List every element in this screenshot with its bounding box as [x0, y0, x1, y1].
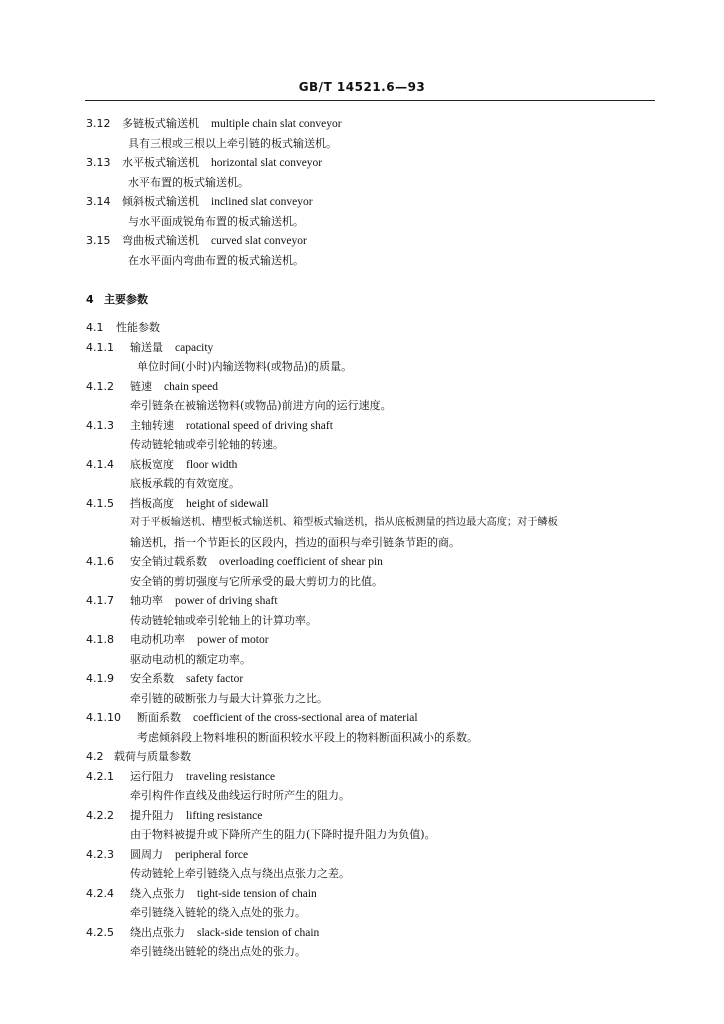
- term-chinese: 断面系数: [137, 711, 181, 724]
- definition-line: [0, 728, 724, 748]
- clause-number: 3.12: [86, 117, 111, 130]
- term-line: [0, 669, 724, 689]
- term-line: [0, 416, 724, 436]
- term-line: [0, 231, 724, 251]
- term-line: [0, 552, 724, 572]
- term-english: chain speed: [164, 380, 218, 393]
- term-english: power of motor: [197, 634, 269, 646]
- term-line: [0, 494, 724, 514]
- definition-line: [0, 689, 724, 709]
- term-line: [0, 455, 724, 475]
- term-chinese: 多链板式输送机: [122, 117, 199, 130]
- term-definition: 在水平面内弯曲布置的板式输送机。: [128, 253, 304, 267]
- term-english: horizontal slat conveyor: [211, 157, 323, 169]
- term-line: [0, 630, 724, 650]
- document-body: [0, 114, 724, 962]
- term-chinese: 运行阻力: [130, 769, 174, 783]
- page-header-code: GB/T 14521.6—93: [298, 80, 426, 94]
- clause-number: 4.2.1: [86, 769, 114, 783]
- term-line: [0, 591, 724, 611]
- spacer: [0, 309, 724, 318]
- term-english: curved slat conveyor: [211, 235, 307, 247]
- spacer: [0, 270, 724, 290]
- term-line: [0, 845, 724, 865]
- definition-line: [0, 942, 724, 962]
- term-line: [0, 377, 724, 397]
- term-english: tight-side tension of chain: [197, 887, 317, 900]
- term-line: [0, 767, 724, 787]
- term-definition: 传动链轮轴或牵引轮轴上的计算功率。: [130, 613, 317, 627]
- clause-number: 4.2.4: [86, 886, 114, 900]
- clause-number: 4.1.1: [86, 340, 114, 354]
- definition-line: [0, 396, 724, 416]
- definition-line: [0, 173, 724, 193]
- subsection-heading: [0, 318, 724, 338]
- term-english: coefficient of the cross-sectional area of material: [193, 712, 418, 724]
- term-english: traveling resistance: [186, 770, 276, 783]
- term-english: overloading coefficient of shear pin: [219, 556, 383, 568]
- definition-line: [0, 533, 724, 553]
- clause-number: 4.2.3: [86, 847, 114, 861]
- term-line: [0, 708, 724, 728]
- term-definition: 牵引链条在被输送物料(或物品)前进方向的运行速度。: [130, 399, 392, 412]
- term-chinese: 链速: [130, 379, 152, 393]
- term-chinese: 主轴转速: [130, 418, 174, 432]
- term-definition: 驱动电动机的额定功率。: [130, 652, 251, 666]
- term-definition: 考虑倾斜段上物料堆积的断面积较水平段上的物料断面积减小的系数。: [137, 730, 478, 744]
- definition-line: [0, 357, 724, 377]
- term-chinese: 圆周力: [130, 847, 163, 861]
- clause-number: 4.2.5: [86, 925, 114, 939]
- term-chinese: 安全销过载系数: [130, 555, 207, 568]
- term-line: [0, 192, 724, 212]
- term-definition: 单位时间(小时)内输送物料(或物品)的质量。: [137, 360, 353, 373]
- term-chinese: 水平板式输送机: [122, 156, 199, 169]
- term-line: [0, 114, 724, 134]
- section-number: 4.1: [86, 321, 104, 334]
- term-chinese: 安全系数: [130, 672, 174, 685]
- term-definition: 牵引链绕入链轮的绕入点处的张力。: [130, 906, 306, 919]
- subsection-heading: [0, 747, 724, 767]
- term-english: peripheral force: [175, 848, 249, 861]
- term-line: [0, 153, 724, 173]
- term-definition: 安全销的剪切强度与它所承受的最大剪切力的比值。: [130, 574, 383, 588]
- definition-line: [0, 572, 724, 592]
- section-number: 4: [86, 292, 94, 306]
- section-title: 主要参数: [104, 292, 148, 306]
- definition-line: [0, 611, 724, 631]
- term-english: lifting resistance: [186, 809, 263, 822]
- clause-number: 3.15: [86, 234, 111, 247]
- definition-line: [0, 513, 724, 533]
- term-definition: 牵引构件作直线及曲线运行时所产生的阻力。: [130, 789, 350, 802]
- term-chinese: 倾斜板式输送机: [122, 195, 199, 208]
- clause-number: 4.1.5: [86, 496, 114, 510]
- definition-line: [0, 825, 724, 845]
- term-definition: 传动链轮轴或牵引轮轴的转速。: [130, 438, 284, 451]
- term-chinese: 弯曲板式输送机: [122, 234, 199, 247]
- term-english: power of driving shaft: [175, 595, 278, 607]
- definition-line: [0, 435, 724, 455]
- term-definition: 与水平面成锐角布置的板式输送机。: [128, 214, 304, 228]
- term-english: height of sidewall: [186, 497, 269, 510]
- header-rule: [85, 100, 655, 101]
- term-english: rotational speed of driving shaft: [186, 419, 333, 432]
- clause-number: 4.2.2: [86, 808, 114, 822]
- definition-line: [0, 650, 724, 670]
- term-english: floor width: [186, 458, 238, 471]
- clause-number: 4.1.4: [86, 457, 114, 471]
- term-line: [0, 806, 724, 826]
- term-english: slack-side tension of chain: [197, 926, 320, 939]
- term-english: safety factor: [186, 673, 244, 685]
- term-english: inclined slat conveyor: [211, 196, 313, 208]
- definition-line: [0, 903, 724, 923]
- clause-number: 4.1.9: [86, 672, 114, 685]
- clause-number: 4.1.2: [86, 379, 114, 393]
- term-chinese: 绕出点张力: [130, 925, 185, 939]
- clause-number: 4.1.8: [86, 633, 114, 646]
- term-chinese: 电动机功率: [130, 633, 185, 646]
- definition-line: [0, 786, 724, 806]
- section-title: 性能参数: [116, 321, 160, 334]
- clause-number: 4.1.7: [86, 594, 114, 607]
- clause-number: 3.14: [86, 195, 111, 208]
- definition-line: [0, 474, 724, 494]
- term-definition: 由于物料被提升或下降所产生的阻力(下降时提升阻力为负值)。: [130, 828, 436, 841]
- section-heading: [0, 290, 724, 310]
- clause-number: 4.1.10: [86, 711, 121, 724]
- term-english: capacity: [175, 341, 214, 354]
- section-title: 载荷与质量参数: [114, 750, 191, 763]
- clause-number: 3.13: [86, 156, 111, 169]
- term-definition: 传动链轮上牵引链绕入点与绕出点张力之差。: [130, 867, 350, 880]
- term-definition: 牵引链绕出链轮的绕出点处的张力。: [130, 945, 306, 958]
- clause-number: 4.1.6: [86, 555, 114, 568]
- term-chinese: 绕入点张力: [130, 886, 185, 900]
- term-chinese: 提升阻力: [130, 808, 174, 822]
- term-chinese: 输送量: [130, 340, 163, 354]
- term-chinese: 挡板高度: [130, 496, 174, 510]
- clause-number: 4.1.3: [86, 418, 114, 432]
- term-chinese: 轴功率: [130, 594, 163, 607]
- term-line: [0, 884, 724, 904]
- term-english: multiple chain slat conveyor: [211, 118, 342, 130]
- definition-line: [0, 212, 724, 232]
- term-chinese: 底板宽度: [130, 457, 174, 471]
- term-definition: 水平布置的板式输送机。: [128, 175, 249, 189]
- definition-line: [0, 134, 724, 154]
- definition-line: [0, 864, 724, 884]
- term-definition: 对于平板输送机、槽型板式输送机、箱型板式输送机，指从底板测量的挡边最大高度；对于鳞板: [130, 517, 558, 528]
- section-number: 4.2: [86, 750, 104, 763]
- definition-line: [0, 251, 724, 271]
- term-definition-continued: 输送机，指一个节距长的区段内，挡边的面积与牵引链条节距的商。: [130, 535, 460, 549]
- term-line: [0, 338, 724, 358]
- term-definition: 牵引链的破断张力与最大计算张力之比。: [130, 691, 328, 705]
- term-line: [0, 923, 724, 943]
- term-definition: 具有三根或三根以上牵引链的板式输送机。: [128, 136, 337, 150]
- term-definition: 底板承载的有效宽度。: [130, 477, 240, 490]
